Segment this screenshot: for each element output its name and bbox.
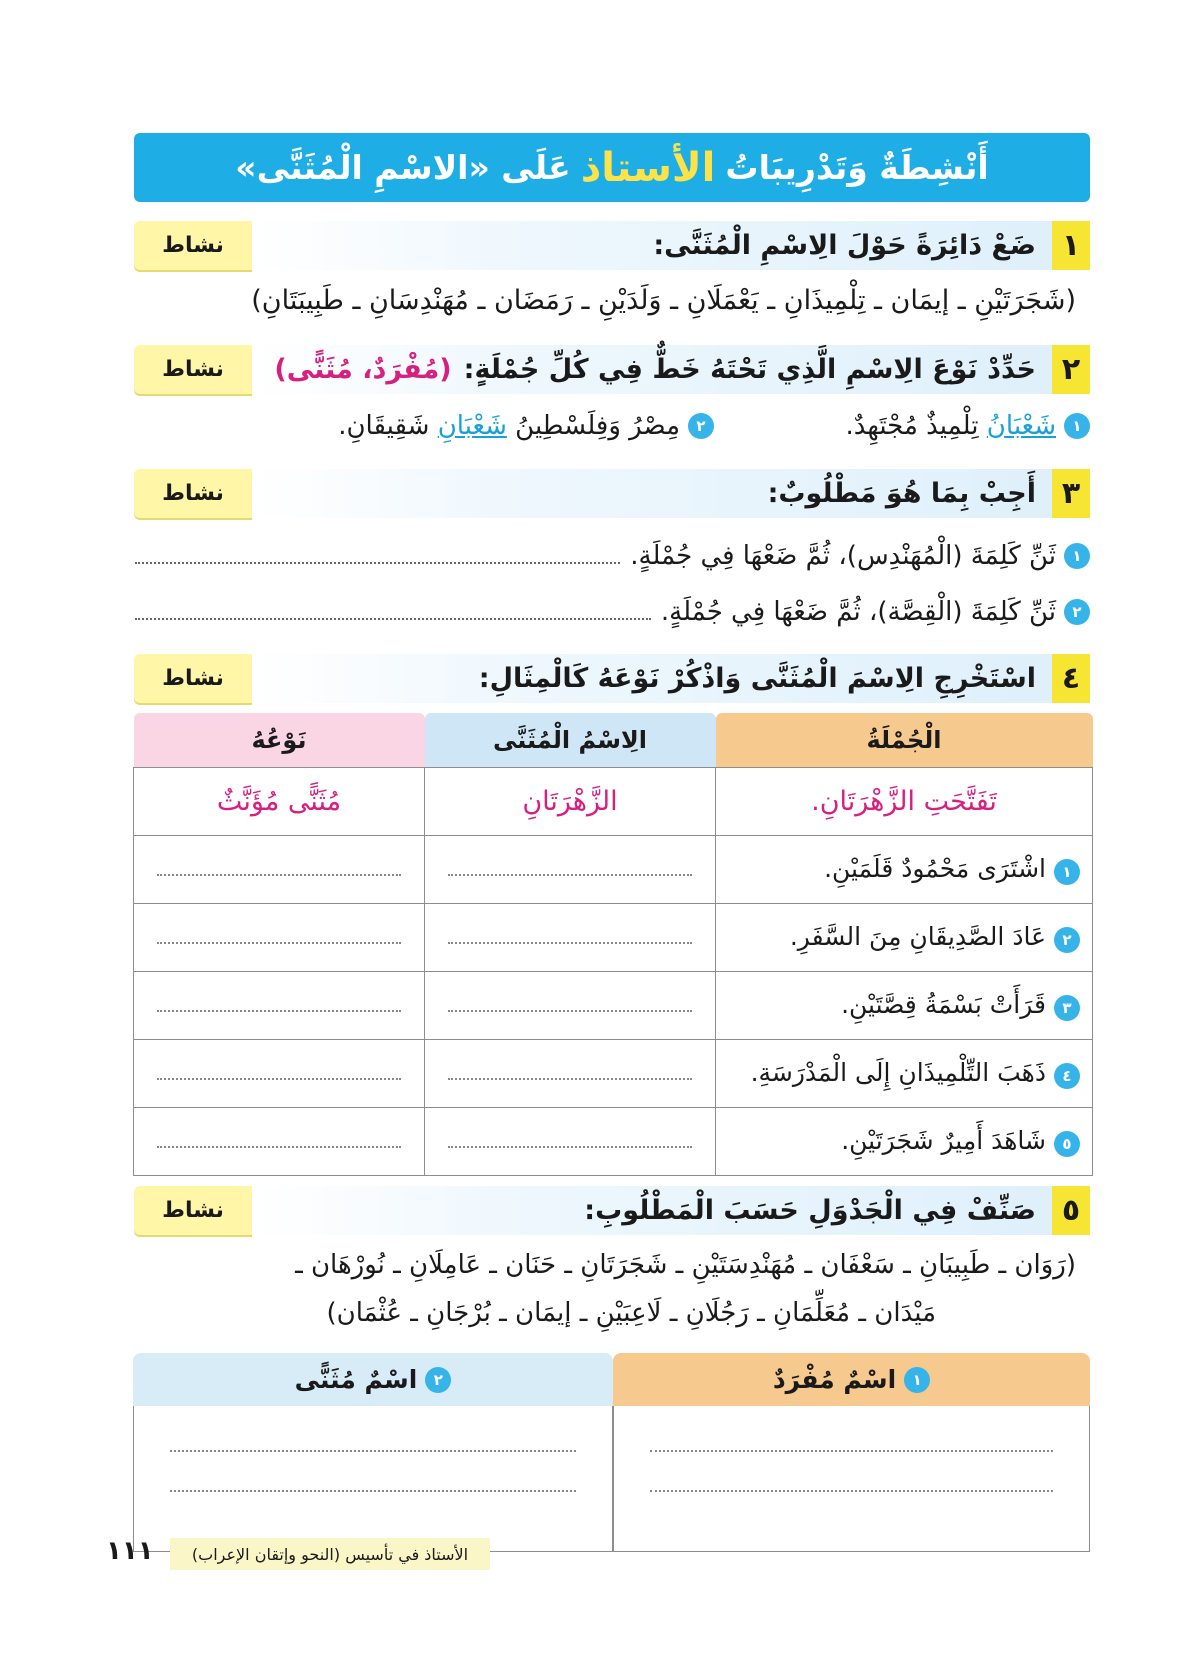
answer-cell[interactable]: [425, 1040, 716, 1108]
column-label: اسْمٌ مُفْرَدٌ: [772, 1365, 897, 1394]
activity-2-sentence-2: [294, 411, 714, 441]
underlined-word: شَعْبَانُ: [986, 411, 1056, 441]
activity-5-header: [134, 1186, 1090, 1235]
activity-2-header: [134, 345, 1090, 394]
activity-5-word-list-2: [116, 1298, 936, 1328]
answer-line[interactable]: [135, 604, 651, 620]
number-badge: ٢: [1054, 927, 1080, 953]
activity-instruction: صَنِّفْ فِي الْجَدْوَلِ حَسَبَ الْمَطْلُوبِ:: [252, 1186, 1052, 1235]
activity-tag: نشاط: [134, 1186, 252, 1235]
header-dual-noun: الِاسْمُ الْمُثَنَّى: [425, 713, 716, 768]
activity-number: ٥: [1052, 1186, 1090, 1235]
activity-tag: نشاط: [134, 345, 252, 394]
number-badge: ٤: [1054, 1063, 1080, 1089]
answer-cell[interactable]: [425, 972, 716, 1040]
activity-number: ٣: [1052, 469, 1090, 518]
example-dual: الزَّهْرَتَانِ: [425, 768, 716, 836]
example-sentence: تَفَتَّحَتِ الزَّهْرَتَانِ.: [716, 768, 1093, 836]
activity-tag: نشاط: [134, 221, 252, 270]
activity-number: ٢: [1052, 345, 1090, 394]
row-sentence: اشْتَرَى مَحْمُودٌ قَلَمَيْنِ.: [824, 854, 1046, 883]
example-row: [134, 768, 1093, 836]
number-badge: ١: [1054, 859, 1080, 885]
title-part2: عَلَى «الاسْمِ الْمُثَنَّى»: [235, 148, 571, 187]
activity-4-table: [133, 713, 1093, 1176]
activity-number: ٤: [1052, 654, 1090, 703]
answer-line[interactable]: [135, 548, 620, 564]
answer-cell[interactable]: [134, 836, 425, 904]
number-badge: ١: [1064, 413, 1090, 439]
title-brand: الأستاذ: [580, 144, 716, 191]
number-badge: ٢: [425, 1367, 451, 1393]
answer-area[interactable]: [133, 1406, 613, 1552]
a5-column-dual: [133, 1353, 613, 1552]
activity-instruction: اسْتَخْرِجِ الِاسْمَ الْمُثَنَّى وَاذْكُرْ نَوْعَهُ كَالْمِثَالِ:: [252, 654, 1052, 703]
header-type: نَوْعُهُ: [134, 713, 425, 768]
table-row: [134, 1108, 1093, 1176]
table-row: [134, 972, 1093, 1040]
activity-3-question-2: [135, 597, 1090, 627]
example-type: مُثَنًّى مُؤَنَّثٌ: [134, 768, 425, 836]
sentence-rest: تِلْمِيذٌ مُجْتَهِدٌ.: [845, 411, 979, 441]
title-part1: أَنْشِطَةٌ وَتَدْرِيبَاتُ: [725, 148, 989, 187]
number-badge: ١: [904, 1367, 930, 1393]
activity-2-sentence-1: [650, 411, 1090, 441]
sentence-after: شَقِيقَانِ.: [338, 411, 430, 441]
word-list-line: (رَوَان ـ طَبِيبَانِ ـ سَعْفَان ـ مُهَنْدِسَتَيْنِ ـ شَجَرَتَانِ ـ حَنَان ـ عَامِلَانِ ـ نُورْهَان ـ: [295, 1250, 1076, 1280]
number-badge: ٥: [1054, 1131, 1080, 1157]
instruction-text: حَدِّدْ نَوْعَ الِاسْمِ الَّذِي تَحْتَهُ خَطٌّ فِي كُلِّ جُمْلَةٍ:: [463, 354, 1036, 385]
answer-cell[interactable]: [134, 1108, 425, 1176]
answer-cell[interactable]: [425, 836, 716, 904]
activity-5-word-list-1: [116, 1250, 1076, 1280]
number-badge: ١: [1064, 543, 1090, 569]
page-number: ١١١: [106, 1536, 154, 1566]
answer-cell[interactable]: [425, 904, 716, 972]
header-sentence: الْجُمْلَةُ: [716, 713, 1093, 768]
page-title-banner: [134, 133, 1090, 202]
word-list: (شَجَرَتَيْنِ ـ إيمَان ـ تِلْمِيذَانِ ـ يَعْمَلَانِ ـ وَلَدَيْنِ ـ رَمَضَان ـ مُهَنْدِسَانِ ـ طَبِيبَتَانِ): [251, 285, 1076, 316]
a5-column-singular: [613, 1353, 1090, 1552]
column-label: اسْمٌ مُثَنًّى: [294, 1365, 418, 1394]
activity-instruction: ضَعْ دَائِرَةً حَوْلَ الِاسْمِ الْمُثَنَّى:: [252, 221, 1052, 270]
row-sentence: ذَهَبَ التِّلْمِيذَانِ إِلَى الْمَدْرَسَةِ.: [750, 1058, 1046, 1087]
activity-1-header: [134, 221, 1090, 270]
table-row: [134, 904, 1093, 972]
table-row: [134, 836, 1093, 904]
activity-tag: نشاط: [134, 469, 252, 518]
question-text: ثَنِّ كَلِمَةَ (الْقِصَّة)، ثُمَّ ضَعْهَا فِي جُمْلَةٍ.: [660, 597, 1056, 627]
number-badge: ٣: [1054, 995, 1080, 1021]
activity-number: ١: [1052, 221, 1090, 270]
activity-tag: نشاط: [134, 654, 252, 703]
underlined-word: شَعْبَانِ: [437, 411, 507, 441]
word-list-line: مَيْدَان ـ مُعَلِّمَانِ ـ رَجُلَانِ ـ لَاعِبَيْنِ ـ إيمَان ـ بُرْجَانِ ـ عُثْمَان): [326, 1298, 936, 1328]
activity-instruction: [252, 345, 1052, 394]
activity-3-question-1: [135, 541, 1090, 571]
answer-area[interactable]: [613, 1406, 1090, 1552]
instruction-options: (مُفْرَدٌ، مُثَنًّى): [274, 354, 452, 385]
footer-book-title: الأستاذ في تأسيس (النحو وإتقان الإعراب): [170, 1538, 490, 1570]
answer-cell[interactable]: [134, 1040, 425, 1108]
activity-4-header: [134, 654, 1090, 703]
number-badge: ٢: [1064, 599, 1090, 625]
row-sentence: عَادَ الصَّدِيقَانِ مِنَ السَّفَرِ.: [789, 922, 1046, 951]
activity-3-header: [134, 469, 1090, 518]
activity-1-word-list: [116, 285, 1076, 316]
row-sentence: شَاهَدَ أَمِيرٌ شَجَرَتَيْنِ.: [841, 1126, 1046, 1155]
number-badge: ٢: [688, 413, 714, 439]
activity-instruction: أَجِبْ بِمَا هُوَ مَطْلُوبٌ:: [252, 469, 1052, 518]
answer-cell[interactable]: [425, 1108, 716, 1176]
sentence-before: مِصْرُ وَفِلَسْطِينُ: [515, 411, 680, 441]
answer-cell[interactable]: [134, 904, 425, 972]
question-text: ثَنِّ كَلِمَةَ (الْمُهَنْدِس)، ثُمَّ ضَعْهَا فِي جُمْلَةٍ.: [630, 541, 1056, 571]
table-row: [134, 1040, 1093, 1108]
row-sentence: قَرَأَتْ بَسْمَةُ قِصَّتَيْنِ.: [841, 990, 1046, 1019]
answer-cell[interactable]: [134, 972, 425, 1040]
